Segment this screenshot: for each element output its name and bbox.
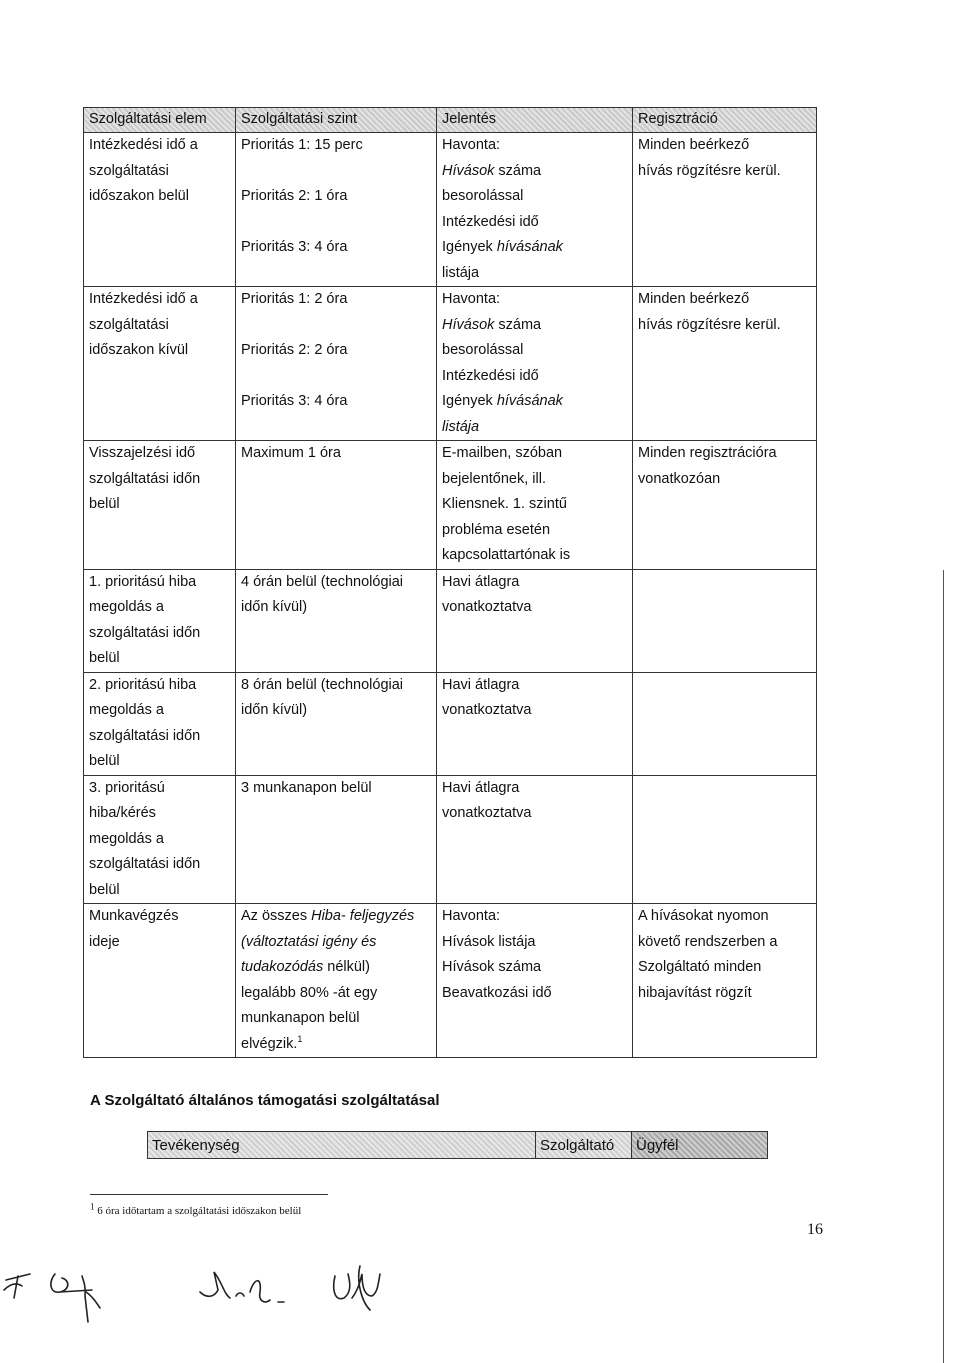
- elem-cell: 2. prioritású hiba megoldás a szolgáltatási időn belül: [84, 672, 236, 775]
- signature-initial-1: [4, 1274, 30, 1298]
- szint-cell: Prioritás 1: 15 perc Prioritás 2: 1 óra Prioritás 3: 4 óra: [236, 133, 437, 287]
- elem-cell: Intézkedési idő a szolgáltatási időszakon kívül: [84, 287, 236, 441]
- footnote-divider: [90, 1194, 328, 1195]
- header-szolgaltato: Szolgáltató: [536, 1132, 632, 1159]
- header-szint: Szolgáltatási szint: [236, 108, 437, 133]
- jelentes-cell: Havonta: Hívások listája Hívások száma Beavatkozási idő: [437, 904, 633, 1058]
- table-row: [84, 441, 817, 570]
- handwritten-signatures: [0, 1262, 420, 1363]
- footnote-text: 6 óra időtartam a szolgáltatási időszakon belül: [97, 1205, 302, 1217]
- regisztracio-cell: [633, 672, 817, 775]
- signature-initial-4: [334, 1266, 380, 1310]
- elem-cell: Visszajelzési idő szolgáltatási időn belül: [84, 441, 236, 570]
- table-row: [84, 287, 817, 441]
- table-row: [84, 133, 817, 287]
- elem-cell: Intézkedési idő a szolgáltatási időszakon belül: [84, 133, 236, 287]
- jelentes-cell: Havonta: Hívások száma besorolással Intézkedési idő Igények hívásának listája: [437, 133, 633, 287]
- szint-cell: Az összes Hiba- feljegyzés (változtatási igény és tudakozódás nélkül) legalább 80% -át egy munkanapon belül elvégzik.$^1$: [236, 904, 437, 1058]
- header-ugyfel: Ügyfél: [632, 1132, 768, 1159]
- szint-cell: 8 órán belül (technológiai időn kívül): [236, 672, 437, 775]
- jelentes-cell: Havi átlagra vonatkoztatva: [437, 775, 633, 904]
- regisztracio-cell: A hívásokat nyomon követő rendszerben a Szolgáltató minden hibajavítást rögzít: [633, 904, 817, 1058]
- sla-table: [83, 107, 817, 1058]
- regisztracio-cell: [633, 775, 817, 904]
- jelentes-cell: Havi átlagra vonatkoztatva: [437, 569, 633, 672]
- elem-cell: Munkavégzés ideje: [84, 904, 236, 1058]
- footnote: [90, 1201, 302, 1217]
- szint-cell: Maximum 1 óra: [236, 441, 437, 570]
- scan-edge-line: [943, 570, 944, 1363]
- header-row: [84, 108, 817, 133]
- szint-cell: 3 munkanapon belül: [236, 775, 437, 904]
- table-row: [84, 904, 817, 1058]
- table-row: [84, 775, 817, 904]
- footnote-mark: 1: [90, 1201, 95, 1212]
- activity-table: [147, 1131, 768, 1159]
- regisztracio-cell: Minden beérkező hívás rögzítésre kerül.: [633, 133, 817, 287]
- jelentes-cell: Havi átlagra vonatkoztatva: [437, 672, 633, 775]
- header-tevekenyseg: Tevékenység: [148, 1132, 536, 1159]
- elem-cell: 3. prioritású hiba/kérés megoldás a szolgáltatási időn belül: [84, 775, 236, 904]
- signature-initial-2: [51, 1274, 100, 1322]
- regisztracio-cell: Minden beérkező hívás rögzítésre kerül.: [633, 287, 817, 441]
- page-number: 16: [807, 1221, 823, 1238]
- header-regisztracio: Regisztráció: [633, 108, 817, 133]
- signature-initial-3: [200, 1272, 284, 1302]
- table-row: [84, 569, 817, 672]
- table-row: [84, 672, 817, 775]
- elem-cell: 1. prioritású hiba megoldás a szolgáltatási időn belül: [84, 569, 236, 672]
- regisztracio-cell: Minden regisztrációra vonatkozóan: [633, 441, 817, 570]
- szint-cell: 4 órán belül (technológiai időn kívül): [236, 569, 437, 672]
- section-title: A Szolgáltató általános támogatási szolgáltatásal: [90, 1092, 440, 1109]
- szint-cell: Prioritás 1: 2 óra Prioritás 2: 2 óra Prioritás 3: 4 óra: [236, 287, 437, 441]
- jelentes-cell: Havonta: Hívások száma besorolással Intézkedési idő Igények hívásának listája: [437, 287, 633, 441]
- header-elem: Szolgáltatási elem: [84, 108, 236, 133]
- jelentes-cell: E-mailben, szóban bejelentőnek, ill. Kliensnek. 1. szintű probléma esetén kapcsolattartónak is: [437, 441, 633, 570]
- header-jelentes: Jelentés: [437, 108, 633, 133]
- footnote-ref: 1: [297, 1033, 303, 1044]
- activity-header-row: [148, 1132, 768, 1159]
- regisztracio-cell: [633, 569, 817, 672]
